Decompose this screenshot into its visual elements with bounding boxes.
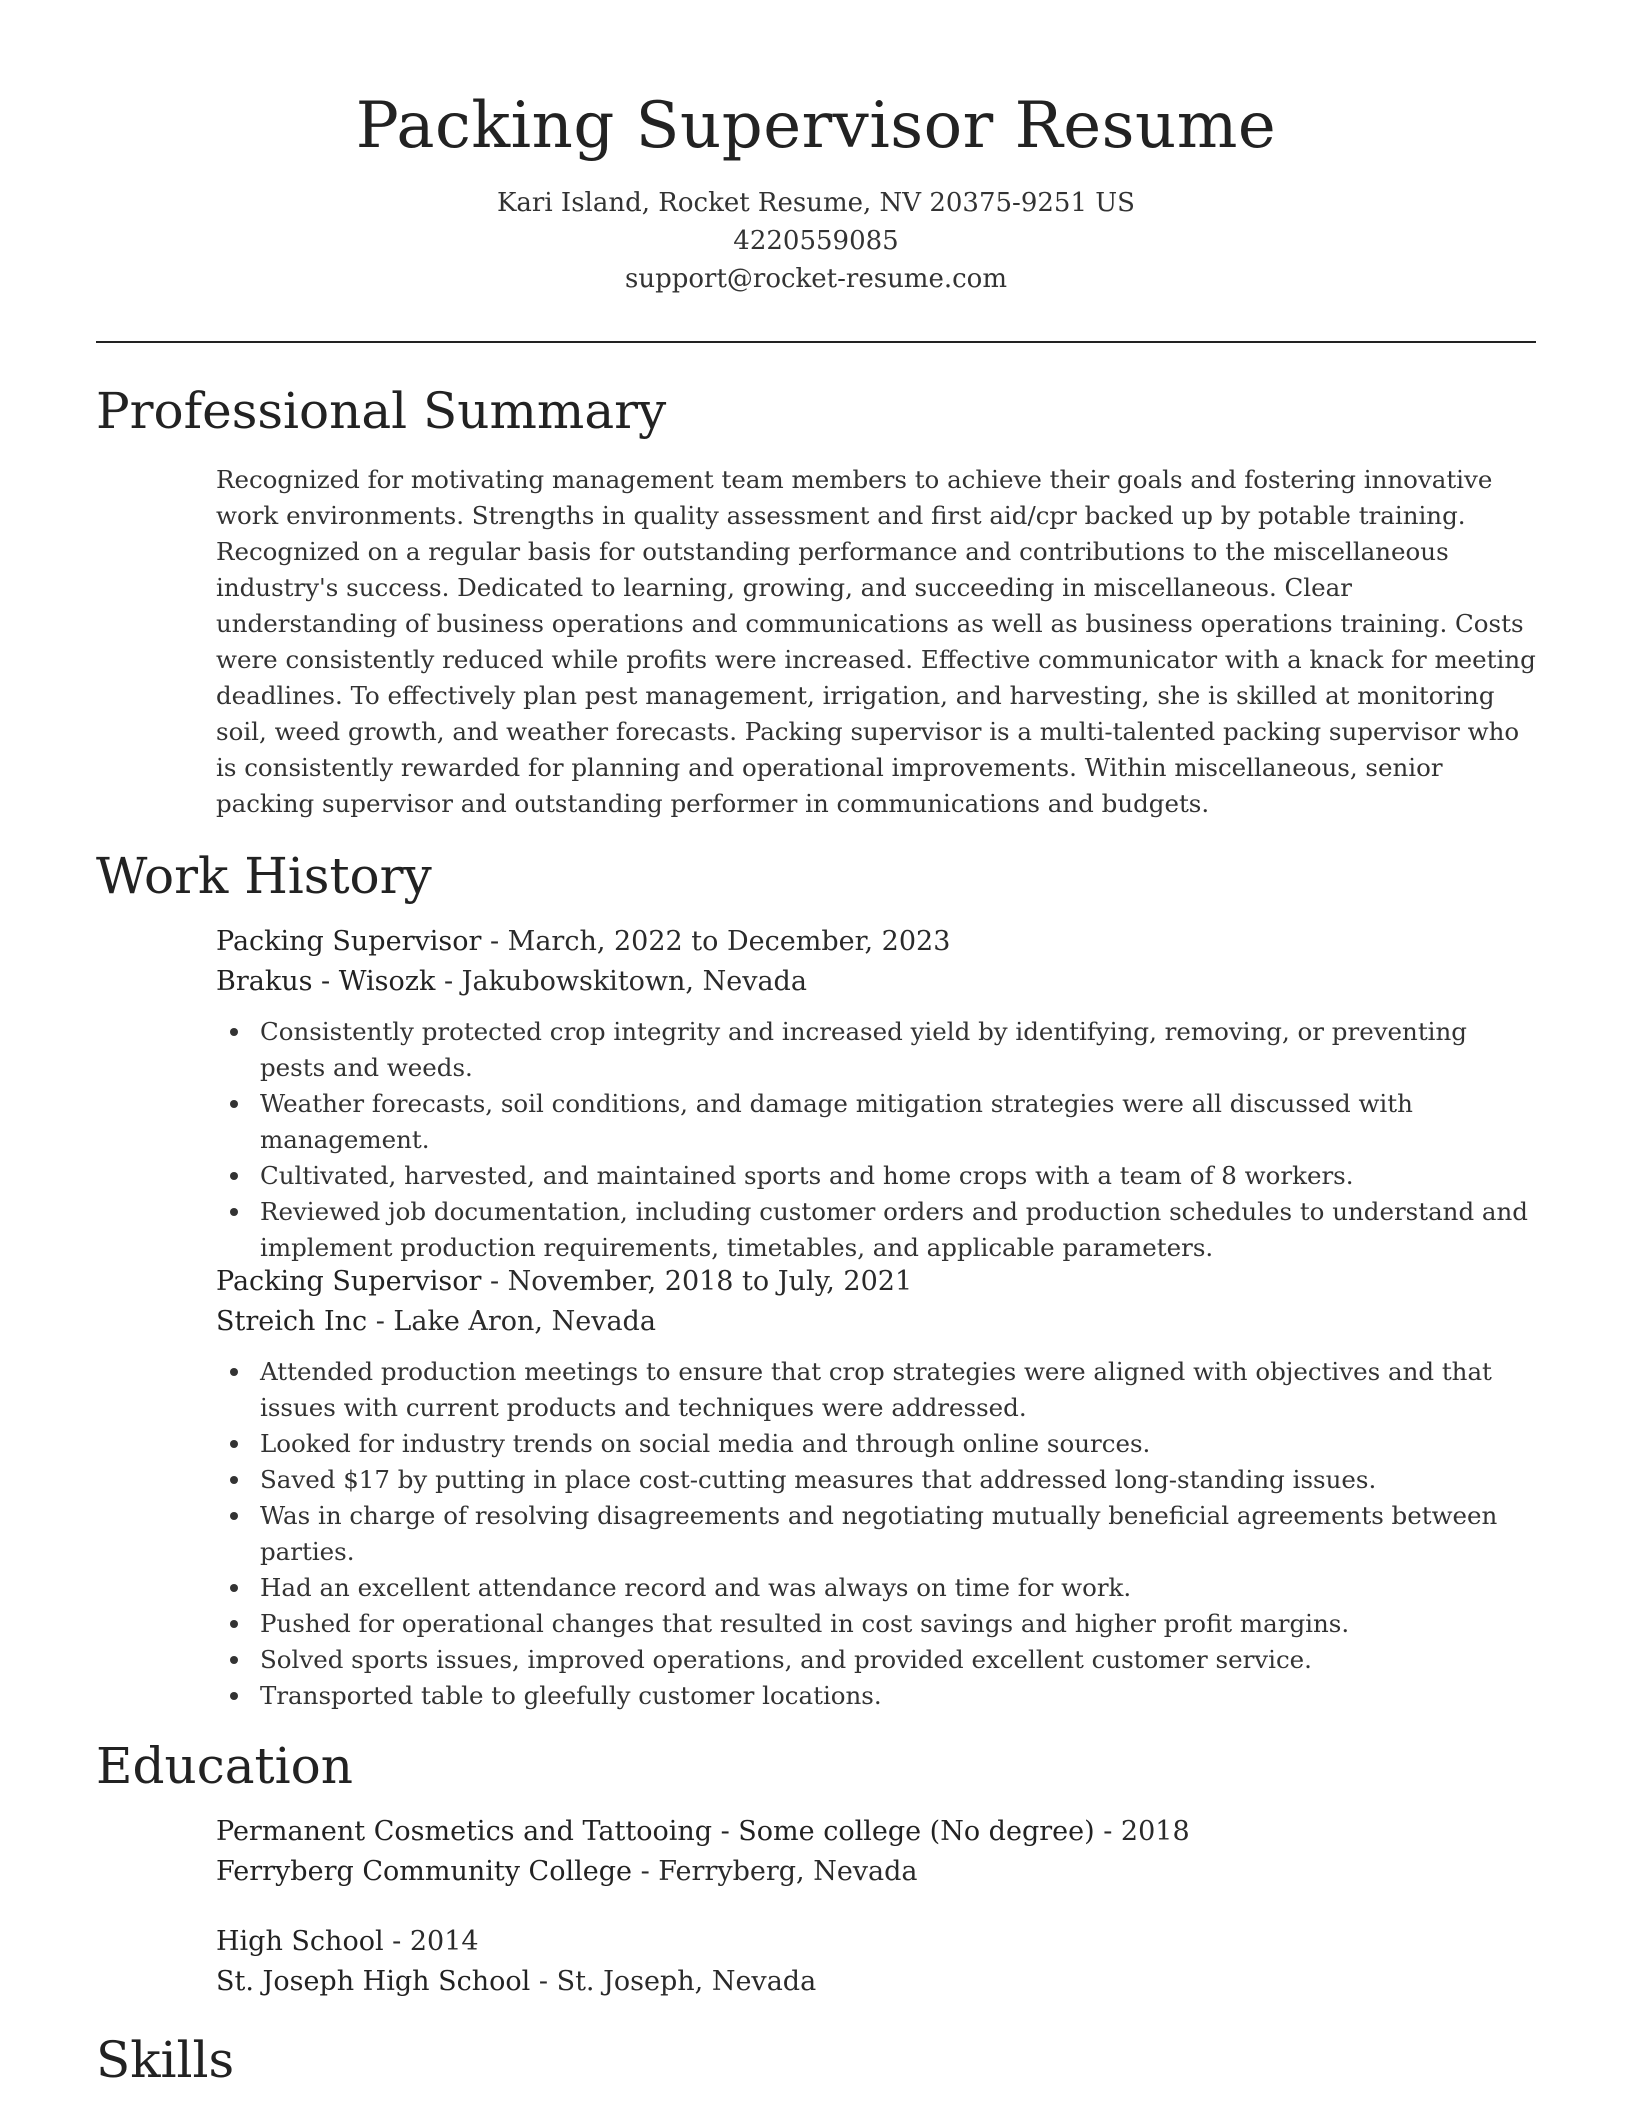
- education-school: St. Joseph High School: [216, 1966, 531, 1997]
- list-item: Attended production meetings to ensure that crop strategies were aligned with objectives and that issues with current products and techniques were addressed.: [216, 1354, 1536, 1426]
- job-title-line: [216, 922, 1536, 962]
- job-company-line: [216, 1302, 1536, 1342]
- list-item: Consistently protected crop integrity and increased yield by identifying, removing, or preventing pests and weeds.: [216, 1014, 1536, 1086]
- education-entry: [216, 1922, 1536, 2002]
- list-item: Looked for industry trends on social media and through online sources.: [216, 1426, 1536, 1462]
- list-item: Weather forecasts, soil conditions, and damage mitigation strategies were all discussed with management.: [216, 1086, 1536, 1158]
- contact-info: [0, 184, 1632, 298]
- job-title: Packing Supervisor: [216, 1266, 482, 1297]
- contact-phone: 4220559085: [733, 226, 899, 256]
- job-location: - Jakubowskitown, Nevada: [435, 966, 807, 997]
- job-dates: - March, 2022 to December, 2023: [481, 926, 951, 957]
- list-item: Saved $17 by putting in place cost-cutting measures that addressed long-standing issues.: [216, 1462, 1536, 1498]
- summary-text: Recognized for motivating management team members to achieve their goals and fostering innovative work environments. Strengths in quality assessment and first aid/cpr backed up by potable training. Recognized on a regular basis for outstanding performance and contributions to the miscellaneous industry's success. Dedicated to learning, growing, and succeeding in miscellaneous. Clear understanding of business operations and communications as well as business operations training. Costs were consistently reduced while profits were increased. Effective communicator with a knack for meeting deadlines. To effectively plan pest management, irrigation, and harvesting, she is skilled at monitoring soil, weed growth, and weather forecasts. Packing supervisor is a multi-talented packing supervisor who is consistently rewarded for planning and operational improvements. Within miscellaneous, senior packing supervisor and outstanding performer in communications and budgets.: [216, 465, 1536, 818]
- education-location: - St. Joseph, Nevada: [530, 1966, 817, 1997]
- job-title-line: [216, 1262, 1536, 1302]
- job-title: Packing Supervisor: [216, 926, 482, 957]
- education-degree-line: [216, 1922, 1536, 1962]
- list-item: Pushed for operational changes that resulted in cost savings and higher profit margins.: [216, 1606, 1536, 1642]
- section-title-skills: Skills: [96, 2031, 235, 2089]
- education-year: - 2014: [383, 1926, 479, 1957]
- job-company: Streich Inc: [216, 1306, 368, 1337]
- education-location: - Ferryberg, Nevada: [631, 1856, 918, 1887]
- list-item: Was in charge of resolving disagreements and negotiating mutually beneficial agreements between parties.: [216, 1498, 1536, 1570]
- resume-header: [0, 0, 1632, 298]
- education-degree: High School: [216, 1926, 384, 1957]
- education-school-line: [216, 1852, 1536, 1892]
- list-item: Had an excellent attendance record and was always on time for work.: [216, 1570, 1536, 1606]
- job-dates: - November, 2018 to July, 2021: [481, 1266, 913, 1297]
- resume-title: Packing Supervisor Resume: [355, 89, 1277, 163]
- section-title-work-history: Work History: [96, 847, 432, 905]
- job-company: Brakus - Wisozk: [216, 966, 436, 997]
- job-company-line: [216, 962, 1536, 1002]
- contact-address: Kari Island, Rocket Resume, NV 20375-9251 US: [497, 188, 1135, 218]
- header-divider: [96, 341, 1536, 343]
- job-entry: [216, 1262, 1536, 1714]
- contact-email: support@rocket-resume.com: [624, 264, 1007, 294]
- section-title-education: Education: [96, 1737, 353, 1795]
- education-degree-line: [216, 1812, 1536, 1852]
- education-degree: Permanent Cosmetics and Tattooing - Some college (No degree): [216, 1816, 1095, 1847]
- section-title-summary: Professional Summary: [96, 382, 667, 440]
- list-item: Solved sports issues, improved operations, and provided excellent customer service.: [216, 1642, 1536, 1678]
- job-bullets: [216, 1354, 1536, 1714]
- job-bullets: [216, 1014, 1536, 1266]
- job-entry: [216, 922, 1536, 1266]
- list-item: Cultivated, harvested, and maintained sports and home crops with a team of 8 workers.: [216, 1158, 1536, 1194]
- list-item: Reviewed job documentation, including customer orders and production schedules to understand and implement production requirements, timetables, and applicable parameters.: [216, 1194, 1536, 1266]
- education-year: - 2018: [1094, 1816, 1190, 1847]
- education-entry: [216, 1812, 1536, 1892]
- list-item: Transported table to gleefully customer locations.: [216, 1678, 1536, 1714]
- education-school: Ferryberg Community College: [216, 1856, 632, 1887]
- job-location: - Lake Aron, Nevada: [367, 1306, 656, 1337]
- education-school-line: [216, 1962, 1536, 2002]
